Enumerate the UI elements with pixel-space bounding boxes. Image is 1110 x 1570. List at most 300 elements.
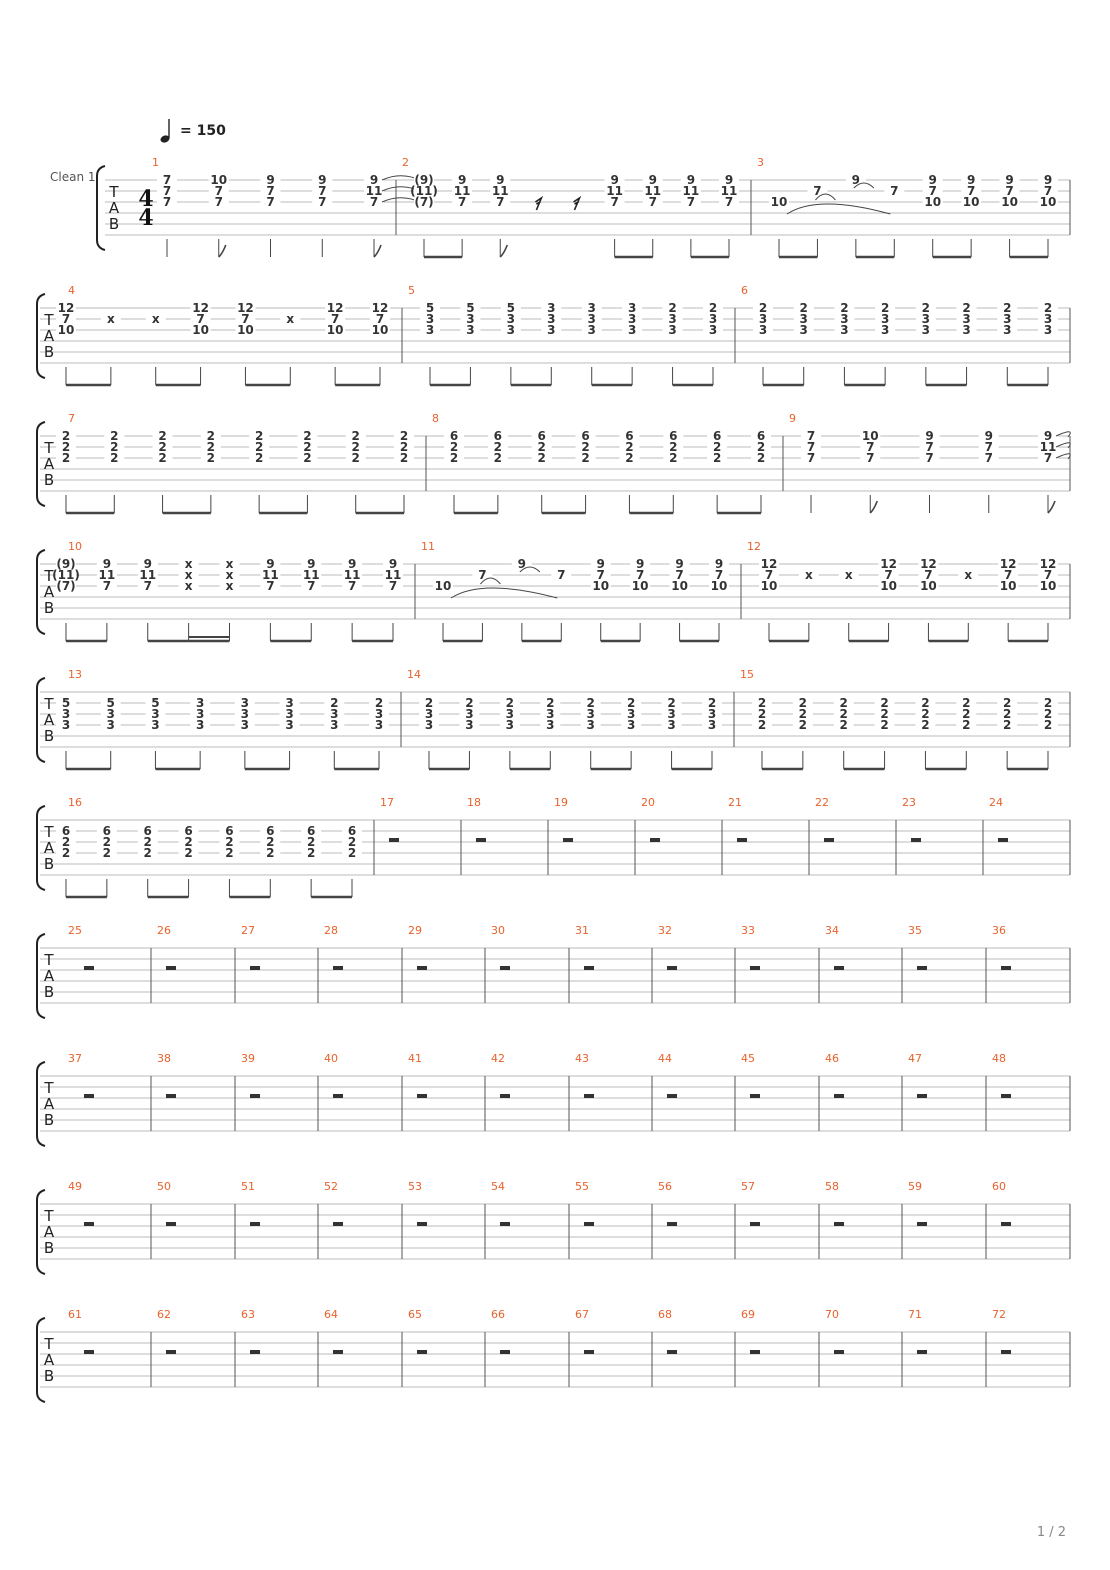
measure-number: 39 bbox=[241, 1052, 255, 1065]
time-signature-bottom: 4 bbox=[138, 205, 154, 231]
fret-number: 11 bbox=[606, 184, 623, 198]
fret-number: 7 bbox=[162, 173, 172, 187]
fret-number: 9 bbox=[966, 173, 976, 187]
fret-number: 6 bbox=[61, 824, 71, 838]
fret-number: 3 bbox=[626, 718, 636, 732]
fret-number: 3 bbox=[586, 707, 595, 721]
fret-number: 9 bbox=[610, 173, 619, 187]
fret-number: 9 bbox=[596, 557, 605, 571]
whole-rest bbox=[911, 838, 921, 842]
fret-number: 2 bbox=[143, 846, 152, 860]
fret-number: 2 bbox=[880, 301, 890, 315]
fret-number: 3 bbox=[424, 707, 434, 721]
fret-number: 2 bbox=[347, 835, 357, 849]
measure-number: 55 bbox=[575, 1180, 589, 1193]
fret-number: x bbox=[225, 557, 234, 571]
fret-number: 3 bbox=[587, 323, 596, 337]
fret-number: 2 bbox=[669, 440, 678, 454]
fret-number: 3 bbox=[668, 323, 677, 337]
fret-number: 7 bbox=[196, 312, 205, 326]
whole-rest bbox=[333, 966, 343, 970]
fret-number: 7 bbox=[925, 451, 934, 465]
measure-number: 54 bbox=[491, 1180, 505, 1193]
fret-number: 2 bbox=[158, 429, 167, 443]
fret-number: 6 bbox=[493, 429, 503, 443]
fret-number: 2 bbox=[1043, 696, 1053, 710]
measure-number: 66 bbox=[491, 1308, 505, 1321]
measure-number: 6 bbox=[741, 284, 748, 297]
fret-number: 10 bbox=[1039, 195, 1057, 209]
fret-number: 6 bbox=[102, 824, 112, 838]
measure-number: 48 bbox=[992, 1052, 1006, 1065]
tab-clef-letter: T bbox=[44, 439, 54, 457]
fret-number: 2 bbox=[102, 835, 112, 849]
whole-rest bbox=[750, 1094, 760, 1098]
fret-number: 6 bbox=[225, 824, 234, 838]
fret-number: 10 bbox=[1039, 579, 1057, 593]
fret-number: 12 bbox=[999, 557, 1017, 571]
fret-number: 2 bbox=[712, 440, 722, 454]
fret-number: 6 bbox=[266, 824, 275, 838]
whole-rest bbox=[333, 1350, 343, 1354]
tab-clef-letter: A bbox=[43, 1095, 55, 1113]
measure-number: 13 bbox=[68, 668, 82, 681]
tab-clef-letter: B bbox=[43, 343, 55, 361]
tab-clef-letter: T bbox=[44, 823, 54, 841]
fret-number: 5 bbox=[506, 301, 516, 315]
fret-number: 2 bbox=[399, 451, 409, 465]
fret-number: 2 bbox=[424, 696, 434, 710]
fret-number: 2 bbox=[757, 718, 767, 732]
fret-number: 3 bbox=[424, 718, 434, 732]
fret-number: 3 bbox=[505, 707, 515, 721]
fret-number: 3 bbox=[587, 312, 596, 326]
whole-rest bbox=[417, 1350, 427, 1354]
whole-rest bbox=[166, 1350, 176, 1354]
whole-rest bbox=[824, 838, 834, 842]
whole-rest bbox=[84, 966, 94, 970]
fret-number: 2 bbox=[921, 718, 930, 732]
fret-number: 2 bbox=[303, 451, 312, 465]
fret-number: 2 bbox=[351, 429, 360, 443]
tab-clef-letter: A bbox=[43, 967, 55, 985]
fret-number: 9 bbox=[851, 173, 861, 187]
tab-clef-letter: A bbox=[43, 839, 55, 857]
measure-number: 28 bbox=[324, 924, 338, 937]
fret-number: 3 bbox=[506, 312, 516, 326]
measure-number: 25 bbox=[68, 924, 82, 937]
tab-clef-letter: B bbox=[43, 1367, 55, 1385]
fret-number: 11 bbox=[453, 184, 471, 198]
fret-number: 2 bbox=[880, 718, 889, 732]
measure-number: 37 bbox=[68, 1052, 82, 1065]
fret-number: 6 bbox=[669, 429, 678, 443]
fret-number: x bbox=[151, 312, 160, 326]
fret-number: 12 bbox=[192, 301, 209, 315]
fret-number: 2 bbox=[206, 451, 216, 465]
fret-number: 3 bbox=[61, 718, 71, 732]
fret-number: 2 bbox=[712, 451, 722, 465]
fret-number: 2 bbox=[351, 451, 360, 465]
measure-number: 33 bbox=[741, 924, 755, 937]
fret-number: 3 bbox=[506, 323, 516, 337]
fret-number: 7 bbox=[307, 579, 316, 593]
fret-number: 9 bbox=[714, 557, 724, 571]
fret-number: 7 bbox=[369, 195, 379, 209]
fret-number: 2 bbox=[581, 451, 590, 465]
whole-rest bbox=[667, 1094, 677, 1098]
fret-number: 2 bbox=[798, 707, 808, 721]
tab-clef-letter: A bbox=[43, 1223, 55, 1241]
fret-number: 7 bbox=[266, 579, 275, 593]
fret-number: 10 bbox=[924, 195, 942, 209]
whole-rest bbox=[1001, 966, 1011, 970]
whole-rest bbox=[500, 1350, 510, 1354]
fret-number: 3 bbox=[505, 718, 515, 732]
whole-rest bbox=[917, 1350, 927, 1354]
fret-number: 9 bbox=[307, 557, 316, 571]
fret-number: 7 bbox=[686, 195, 696, 209]
fret-number: 2 bbox=[61, 429, 71, 443]
fret-number: 2 bbox=[537, 440, 546, 454]
measure-number: 43 bbox=[575, 1052, 589, 1065]
fret-number: 3 bbox=[758, 323, 768, 337]
fret-number: 2 bbox=[1043, 718, 1053, 732]
fret-number: 6 bbox=[581, 429, 590, 443]
fret-number: 10 bbox=[371, 323, 389, 337]
whole-rest bbox=[834, 966, 844, 970]
measure-number: 70 bbox=[825, 1308, 839, 1321]
fret-number: 7 bbox=[1043, 184, 1053, 198]
whole-rest bbox=[1001, 1222, 1011, 1226]
fret-number: 10 bbox=[962, 195, 980, 209]
tab-clef-letter: T bbox=[44, 1079, 54, 1097]
fret-number: 7 bbox=[102, 579, 112, 593]
measure-number: 20 bbox=[641, 796, 655, 809]
fret-number: 3 bbox=[330, 707, 339, 721]
fret-number: 3 bbox=[374, 718, 384, 732]
whole-rest bbox=[250, 1350, 260, 1354]
fret-number: 7 bbox=[162, 184, 172, 198]
fret-number: 7 bbox=[675, 568, 684, 582]
whole-rest bbox=[998, 838, 1008, 842]
fret-number: 2 bbox=[921, 696, 930, 710]
whole-rest bbox=[917, 966, 927, 970]
fret-number: 11 bbox=[302, 568, 320, 582]
measure-number: 5 bbox=[408, 284, 415, 297]
measure-number: 44 bbox=[658, 1052, 672, 1065]
fret-number: (9) bbox=[414, 173, 434, 187]
fret-number: 7 bbox=[330, 312, 340, 326]
fret-number: 2 bbox=[184, 835, 193, 849]
fret-number: 10 bbox=[880, 579, 897, 593]
fret-number: x bbox=[286, 312, 295, 326]
fret-number: x bbox=[225, 579, 234, 593]
fret-number: 9 bbox=[724, 173, 734, 187]
fret-number: 5 bbox=[106, 696, 115, 710]
fret-number: 5 bbox=[466, 301, 475, 315]
fret-number: 2 bbox=[158, 440, 167, 454]
fret-number: 2 bbox=[61, 440, 71, 454]
fret-number: 7 bbox=[925, 440, 934, 454]
fret-number: 2 bbox=[306, 846, 316, 860]
fret-number: 2 bbox=[668, 301, 677, 315]
measure-number: 31 bbox=[575, 924, 589, 937]
fret-number: 3 bbox=[1043, 323, 1053, 337]
fret-number: 7 bbox=[347, 579, 357, 593]
tab-clef-letter: T bbox=[44, 695, 54, 713]
whole-rest bbox=[500, 1094, 510, 1098]
fret-number: x bbox=[225, 568, 234, 582]
fret-number: 9 bbox=[1005, 173, 1014, 187]
fret-number: 2 bbox=[757, 696, 767, 710]
fret-number: 2 bbox=[266, 846, 275, 860]
fret-number: 3 bbox=[799, 323, 808, 337]
fret-number: 10 bbox=[770, 195, 788, 209]
tab-clef-letter: A bbox=[43, 711, 55, 729]
fret-number: 2 bbox=[669, 451, 678, 465]
fret-number: 2 bbox=[839, 696, 848, 710]
fret-number: 2 bbox=[1002, 718, 1012, 732]
note-flag bbox=[1048, 501, 1055, 513]
fret-number: x bbox=[844, 568, 853, 582]
fret-number: 2 bbox=[625, 451, 634, 465]
fret-number: 3 bbox=[195, 707, 205, 721]
fret-number: 10 bbox=[192, 323, 209, 337]
fret-number: 7 bbox=[884, 568, 893, 582]
fret-number: 7 bbox=[388, 579, 398, 593]
measure-number: 65 bbox=[408, 1308, 422, 1321]
measure-number: 61 bbox=[68, 1308, 82, 1321]
fret-number: 11 bbox=[343, 568, 361, 582]
fret-number: 3 bbox=[921, 323, 931, 337]
fret-number: 9 bbox=[928, 173, 937, 187]
whole-rest bbox=[417, 1222, 427, 1226]
fret-number: (9) bbox=[56, 557, 76, 571]
fret-number: 7 bbox=[806, 440, 816, 454]
whole-rest bbox=[917, 1094, 927, 1098]
measure-number: 15 bbox=[740, 668, 754, 681]
whole-rest bbox=[667, 1222, 677, 1226]
tab-clef-letter: B bbox=[43, 983, 55, 1001]
measure-number: 29 bbox=[408, 924, 422, 937]
fret-number: 3 bbox=[106, 718, 115, 732]
fret-number: 3 bbox=[547, 301, 556, 315]
sixteenth-rest bbox=[574, 198, 580, 210]
measure-number: 19 bbox=[554, 796, 568, 809]
fret-number: 9 bbox=[318, 173, 327, 187]
fret-number: 9 bbox=[266, 557, 275, 571]
fret-number: (7) bbox=[56, 579, 76, 593]
measure-number: 72 bbox=[992, 1308, 1006, 1321]
fret-number: 9 bbox=[496, 173, 505, 187]
fret-number: 2 bbox=[254, 451, 264, 465]
fret-number: x bbox=[184, 568, 193, 582]
fret-number: 5 bbox=[151, 696, 160, 710]
fret-number: 2 bbox=[303, 429, 312, 443]
fret-number: 2 bbox=[839, 718, 848, 732]
fret-number: 7 bbox=[984, 451, 993, 465]
fret-number: 11 bbox=[1039, 440, 1057, 454]
fret-number: 3 bbox=[627, 323, 637, 337]
fret-number: 2 bbox=[206, 440, 216, 454]
fret-number: 2 bbox=[880, 707, 889, 721]
fret-number: 3 bbox=[1003, 312, 1012, 326]
whole-rest bbox=[417, 1094, 427, 1098]
whole-rest bbox=[650, 838, 660, 842]
measure-number: 42 bbox=[491, 1052, 505, 1065]
fret-number: 7 bbox=[143, 579, 152, 593]
fret-number: 10 bbox=[210, 173, 228, 187]
measure-number: 10 bbox=[68, 540, 82, 553]
measure-number: 34 bbox=[825, 924, 839, 937]
measure-number: 4 bbox=[68, 284, 75, 297]
whole-rest bbox=[737, 838, 747, 842]
measure-number: 32 bbox=[658, 924, 672, 937]
fret-number: 3 bbox=[240, 707, 250, 721]
fret-number: 7 bbox=[557, 568, 566, 582]
fret-number: 11 bbox=[139, 568, 157, 582]
tab-clef-letter: B bbox=[43, 471, 55, 489]
fret-number: 3 bbox=[61, 707, 71, 721]
fret-number: 3 bbox=[587, 301, 596, 315]
fret-number: 6 bbox=[756, 429, 766, 443]
tab-clef-letter: T bbox=[44, 311, 54, 329]
fret-number: 2 bbox=[61, 835, 71, 849]
fret-number: 3 bbox=[466, 312, 475, 326]
measure-number: 9 bbox=[789, 412, 796, 425]
fret-number: 2 bbox=[110, 429, 119, 443]
whole-rest bbox=[563, 838, 573, 842]
fret-number: 7 bbox=[1043, 568, 1053, 582]
measure-number: 57 bbox=[741, 1180, 755, 1193]
fret-number: 3 bbox=[465, 707, 474, 721]
tab-system bbox=[37, 1308, 1070, 1402]
measure-number: 59 bbox=[908, 1180, 922, 1193]
tab-clef-letter: B bbox=[43, 599, 55, 617]
fret-number: 3 bbox=[195, 718, 205, 732]
fret-number: 2 bbox=[880, 696, 889, 710]
fret-number: 3 bbox=[465, 718, 474, 732]
fret-number: 3 bbox=[627, 312, 637, 326]
fret-number: 2 bbox=[110, 451, 119, 465]
whole-rest bbox=[584, 1094, 594, 1098]
fret-number: 10 bbox=[920, 579, 937, 593]
fret-number: 9 bbox=[984, 429, 993, 443]
measure-number: 18 bbox=[467, 796, 481, 809]
fret-number: 12 bbox=[237, 301, 254, 315]
fret-number: 6 bbox=[625, 429, 634, 443]
fret-number: 7 bbox=[806, 451, 816, 465]
fret-number: 3 bbox=[880, 323, 890, 337]
tab-clef-letter: B bbox=[43, 855, 55, 873]
fret-number: 6 bbox=[537, 429, 546, 443]
tab-clef-letter: T bbox=[44, 1335, 54, 1353]
note-flag bbox=[870, 501, 877, 513]
measure-number: 63 bbox=[241, 1308, 255, 1321]
fret-number: 2 bbox=[839, 707, 848, 721]
measure-number: 62 bbox=[157, 1308, 171, 1321]
fret-number: 3 bbox=[586, 718, 595, 732]
fret-number: 2 bbox=[493, 440, 503, 454]
fret-number: 2 bbox=[225, 835, 234, 849]
fret-number: 6 bbox=[143, 824, 152, 838]
fret-number: 7 bbox=[1043, 451, 1053, 465]
fret-number: 3 bbox=[840, 323, 849, 337]
fret-number: 10 bbox=[237, 323, 254, 337]
fret-number: 3 bbox=[195, 696, 205, 710]
fret-number: 3 bbox=[374, 707, 384, 721]
whole-rest bbox=[834, 1094, 844, 1098]
fret-number: (11) bbox=[410, 184, 438, 198]
fret-number: 3 bbox=[546, 718, 555, 732]
whole-rest bbox=[84, 1094, 94, 1098]
fret-number: 12 bbox=[760, 557, 778, 571]
measure-number: 2 bbox=[402, 156, 409, 169]
measure-number: 35 bbox=[908, 924, 922, 937]
whole-rest bbox=[584, 966, 594, 970]
fret-number: 9 bbox=[635, 557, 645, 571]
fret-number: 2 bbox=[1043, 301, 1053, 315]
fret-number: 7 bbox=[596, 568, 605, 582]
fret-number: 10 bbox=[671, 579, 688, 593]
fret-number: 7 bbox=[266, 184, 275, 198]
fret-number: 2 bbox=[962, 718, 971, 732]
fret-number: 7 bbox=[813, 184, 822, 198]
measure-number: 45 bbox=[741, 1052, 755, 1065]
measure-number: 22 bbox=[815, 796, 829, 809]
fret-number: 2 bbox=[921, 707, 930, 721]
fret-number: 3 bbox=[707, 707, 717, 721]
fret-number: 3 bbox=[626, 707, 636, 721]
fret-number: 9 bbox=[102, 557, 112, 571]
fret-number: 7 bbox=[318, 195, 327, 209]
fret-number: 3 bbox=[921, 312, 931, 326]
fret-number: 2 bbox=[586, 696, 595, 710]
fret-number: 2 bbox=[962, 696, 971, 710]
fret-number: 2 bbox=[399, 429, 409, 443]
measure-number: 16 bbox=[68, 796, 82, 809]
measure-number: 3 bbox=[757, 156, 764, 169]
fret-number: 7 bbox=[457, 195, 467, 209]
fret-number: 2 bbox=[303, 440, 312, 454]
fret-number: 2 bbox=[546, 696, 555, 710]
fret-number: 3 bbox=[708, 323, 718, 337]
fret-number: 2 bbox=[449, 440, 459, 454]
fret-number: 7 bbox=[648, 195, 657, 209]
fret-number: 5 bbox=[61, 696, 71, 710]
fret-number: 9 bbox=[686, 173, 696, 187]
fret-number: 3 bbox=[425, 312, 435, 326]
fret-number: 2 bbox=[707, 696, 717, 710]
fret-number: 11 bbox=[98, 568, 116, 582]
fret-number: x bbox=[106, 312, 115, 326]
fret-number: 2 bbox=[158, 451, 167, 465]
fret-number: 2 bbox=[1003, 301, 1012, 315]
fret-number: 7 bbox=[714, 568, 724, 582]
fret-number: 10 bbox=[326, 323, 344, 337]
fret-number: 10 bbox=[999, 579, 1017, 593]
fret-number: 2 bbox=[102, 846, 112, 860]
fret-number: 3 bbox=[151, 718, 160, 732]
fret-number: 2 bbox=[799, 301, 808, 315]
tab-clef-letter: T bbox=[44, 1207, 54, 1225]
fret-number: 7 bbox=[724, 195, 734, 209]
fret-number: 3 bbox=[962, 323, 971, 337]
measure-number: 71 bbox=[908, 1308, 922, 1321]
fret-number: 5 bbox=[425, 301, 435, 315]
fret-number: 12 bbox=[920, 557, 937, 571]
